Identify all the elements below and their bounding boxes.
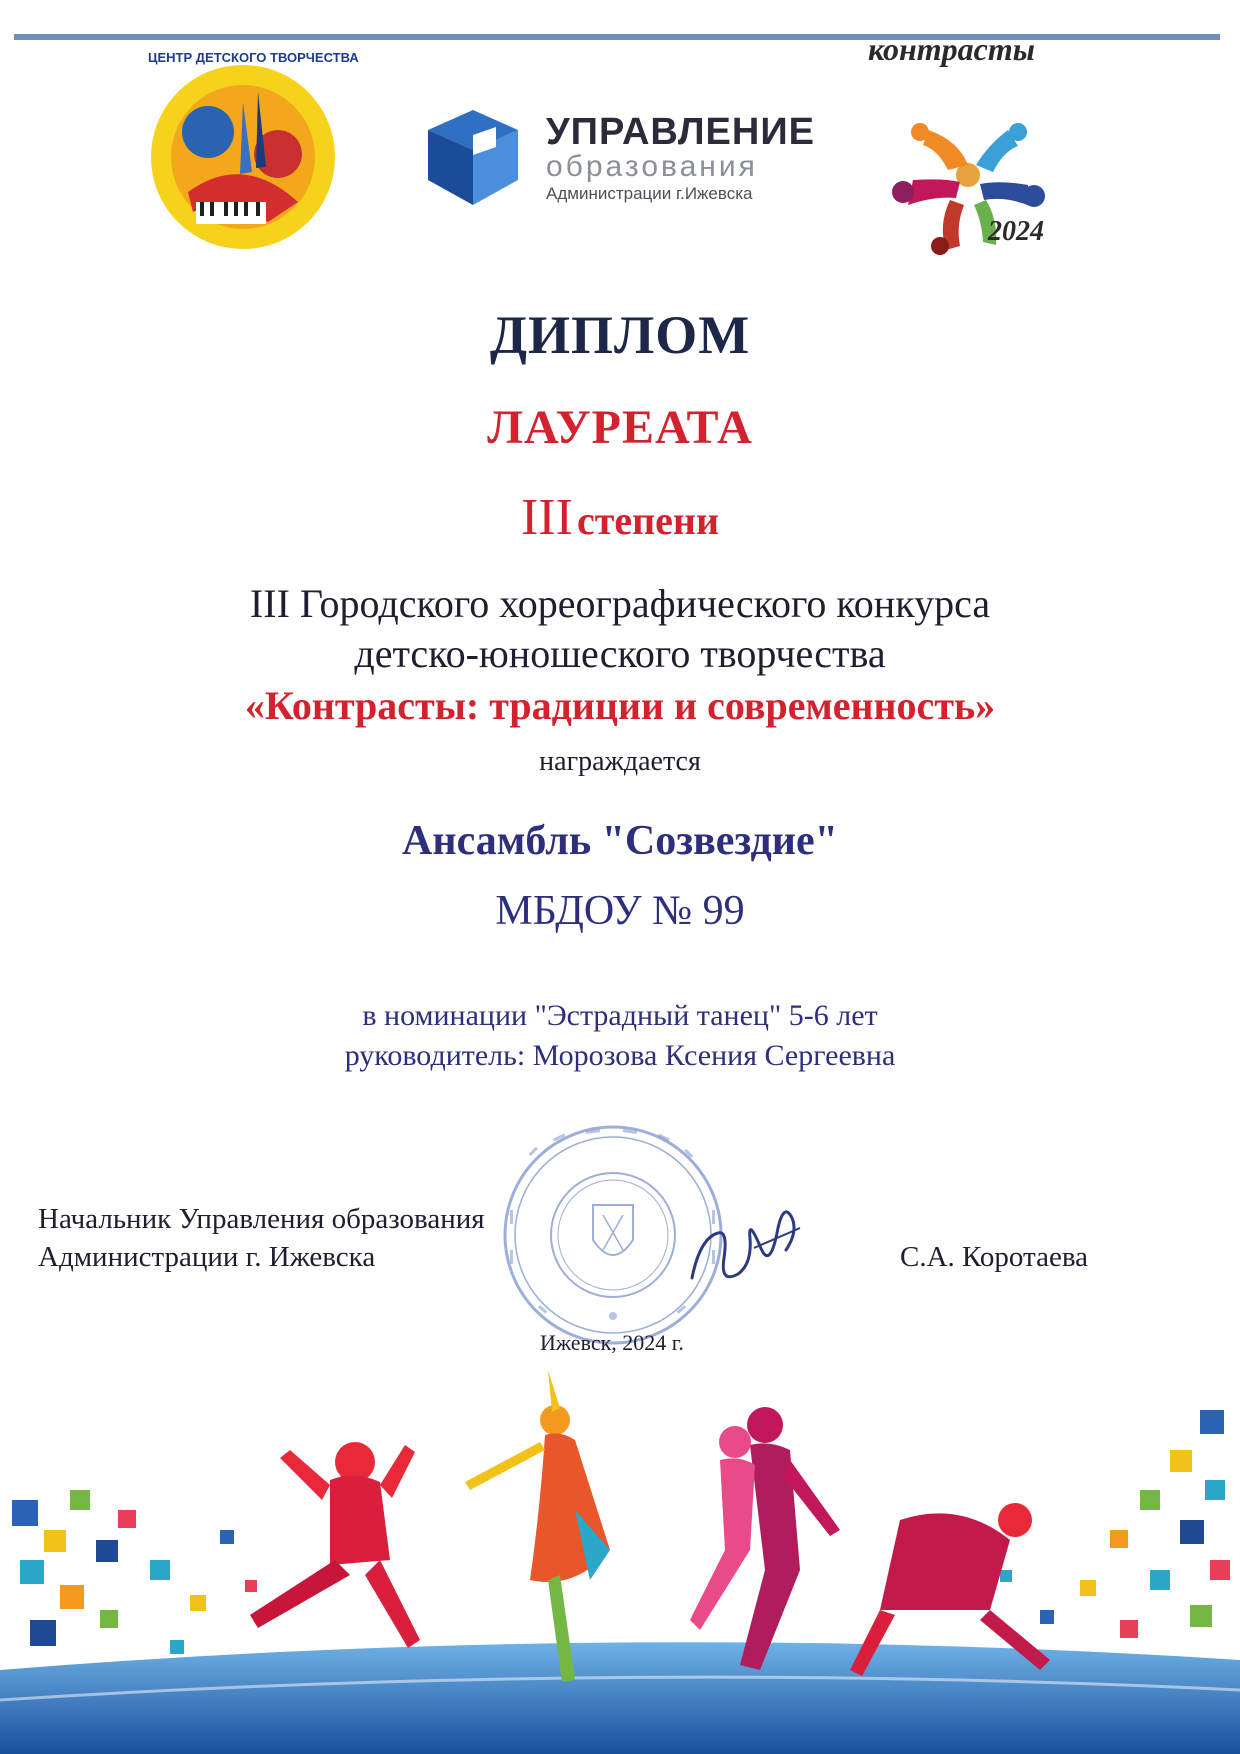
degree-line — [0, 488, 1240, 560]
top-border-line — [14, 34, 1220, 40]
awarded-label: награждается — [539, 746, 701, 777]
signatory-name: С.А. Коротаева — [900, 1241, 1089, 1273]
nomination-line: в номинации "Эстрадный танец" 5-6 лет — [362, 999, 878, 1032]
dancer-couple — [690, 1407, 840, 1670]
logo-right-year: 2024 — [988, 216, 1044, 247]
childrens-creativity-center-logo — [148, 50, 359, 252]
organization-name: МБДОУ № 99 — [495, 888, 745, 934]
diploma-title: ДИПЛОМ — [489, 305, 751, 365]
logo-center-line1: УПРАВЛЕНИЕ — [546, 111, 816, 153]
city-year: Ижевск, 2024 г. — [540, 1330, 684, 1355]
dancer-ballerina — [465, 1370, 610, 1682]
signatory-position-line2: Администрации г. Ижевска — [38, 1241, 376, 1273]
mosaic-tiles-right — [1000, 1410, 1230, 1638]
competition-name: «Контрасты: традиции и современность» — [244, 683, 996, 728]
logo-center-line3: Администрации г.Ижевска — [546, 184, 753, 203]
competition-line-1: III Городского хореографического конкурса — [249, 581, 991, 626]
degree-word: степени — [576, 498, 719, 543]
dancer-red — [250, 1442, 420, 1648]
dancers-banner — [0, 1370, 1240, 1754]
ensemble-name: Ансамбль "Созвездие" — [402, 818, 838, 864]
logo-right-word: контрасты — [868, 31, 1035, 67]
mosaic-tiles-left — [12, 1490, 257, 1654]
education-department-cube-icon — [418, 100, 528, 210]
signatory-position — [38, 1200, 485, 1276]
leader-line: руководитель: Морозова Ксения Сергеевна — [344, 1039, 896, 1072]
logo-center-line2: образования — [546, 150, 758, 183]
signatory-position-line1: Начальник Управления образования — [38, 1203, 485, 1235]
laureate-label: ЛАУРЕАТА — [487, 401, 753, 454]
competition-line-2: детско-юношеского творчества — [354, 631, 886, 676]
education-department-logo — [546, 112, 815, 206]
logo-left-text: ЦЕНТР ДЕТСКОГО ТВОРЧЕСТВА — [148, 50, 359, 65]
handwritten-signature — [680, 1188, 810, 1298]
contrasts-festival-logo — [868, 31, 1068, 260]
degree-roman: III — [520, 489, 573, 546]
